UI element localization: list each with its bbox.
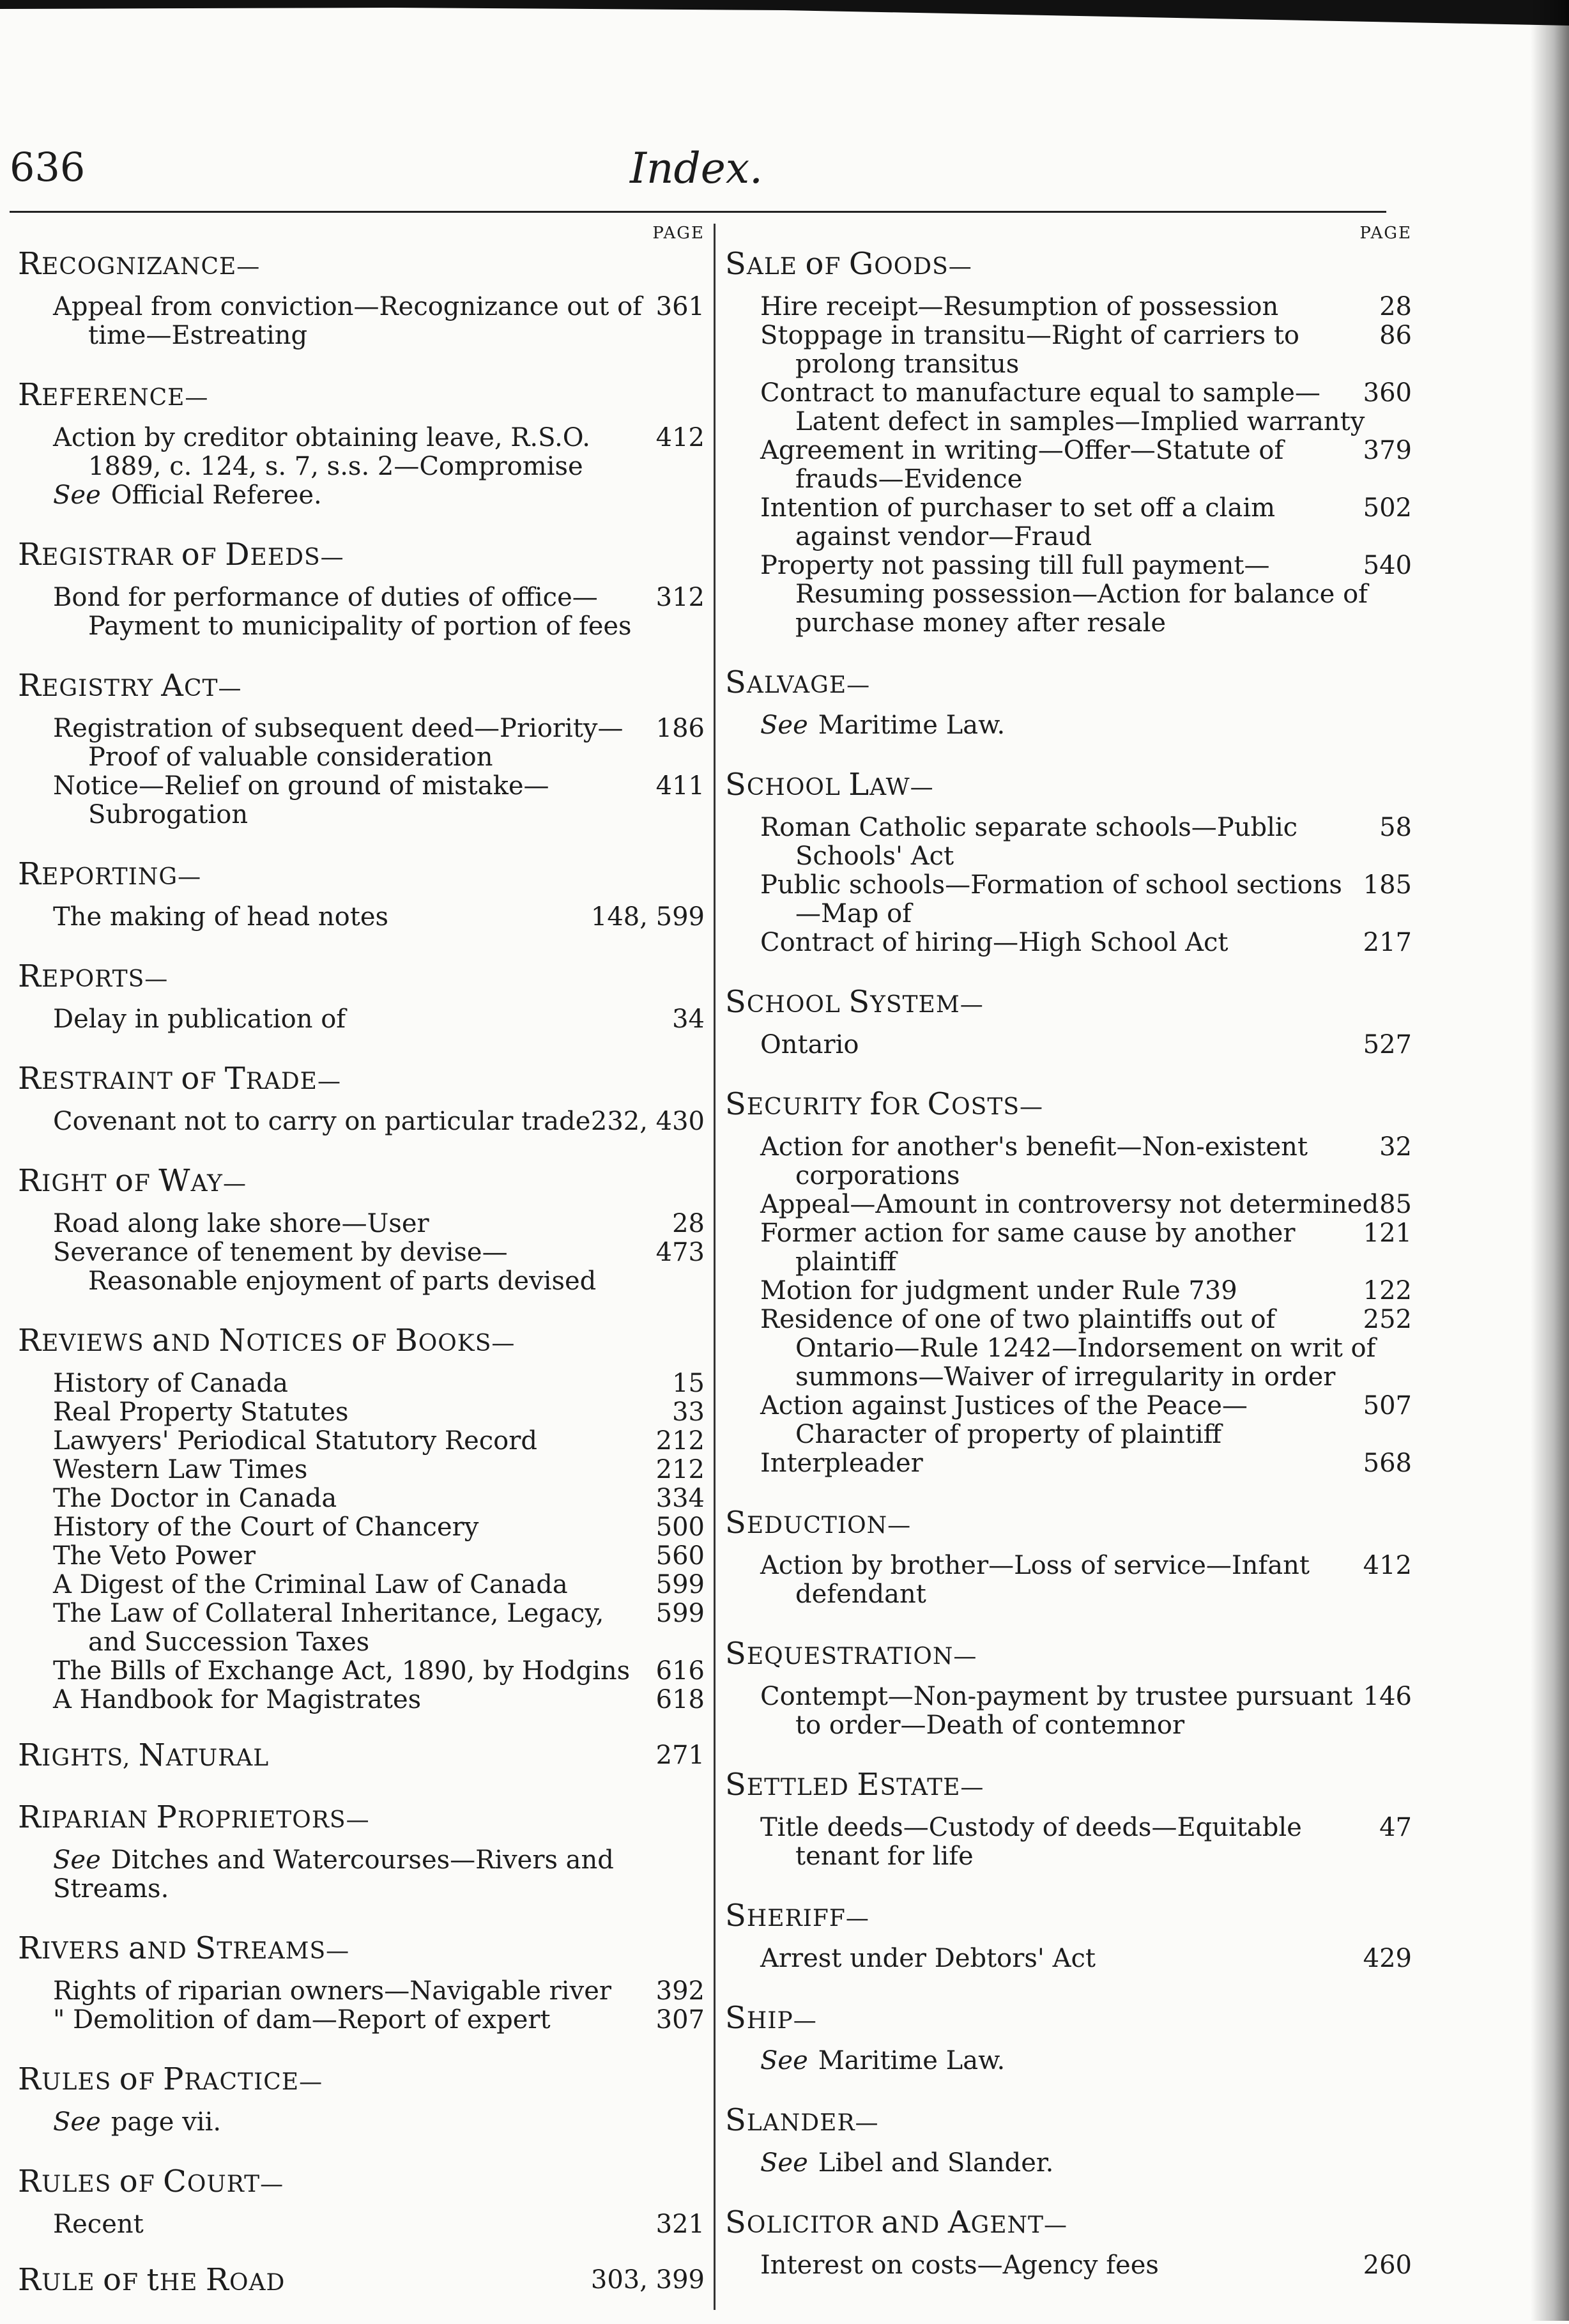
entry-text: Appeal—Amount in controversy not determined [760, 1190, 1379, 1219]
entry-text: Bond for performance of duties of office—Payment to municipality of portion of fees [53, 583, 632, 641]
section-heading: RIGHT oF WAY— [18, 1163, 247, 1199]
entry-text: Action against Justices of the Peace—Character of property of plaintiff [760, 1391, 1248, 1449]
page-ref: 34 [672, 1004, 705, 1034]
index-entry [725, 928, 1412, 957]
page-column-label: PAGE [1359, 224, 1412, 243]
index-entry [725, 1682, 1412, 1740]
index-section [725, 246, 1412, 638]
see-reference [725, 711, 1412, 740]
entry-text: The making of head notes [53, 902, 389, 932]
page-number: 636 [10, 144, 86, 190]
entry-text: Action by brother—Loss of service—Infant defendant [760, 1551, 1310, 1609]
section-heading: RIVERS aND STREAMS— [18, 1930, 350, 1966]
page-ref: 58 [1379, 813, 1412, 842]
index-entry [725, 379, 1412, 436]
index-section [18, 668, 705, 829]
index-entry [18, 1542, 705, 1571]
entry-text: Motion for judgment under Rule 739 [760, 1276, 1237, 1305]
section-heading: SEQUESTRATION— [725, 1636, 977, 1672]
index-entry [18, 1456, 705, 1484]
page-ref: 321 [655, 2210, 705, 2239]
page-ref: 392 [655, 1976, 705, 2006]
section-heading: RIGHTS, NATURAL [18, 1737, 270, 1773]
entry-text: Notice—Relief on ground of mistake—Subrogation [53, 771, 549, 829]
entry-text: Severance of tenement by devise—Reasonable enjoyment of parts devised [53, 1238, 597, 1296]
page-ref: 15 [672, 1369, 705, 1398]
index-entry [18, 1484, 705, 1513]
index-entry [725, 1551, 1412, 1609]
section-heading: SALVAGE— [725, 665, 871, 700]
index-section [725, 2205, 1412, 2280]
index-section [725, 767, 1412, 957]
header-rule [10, 211, 1386, 213]
page-ref: 334 [655, 1484, 705, 1513]
index-entry [18, 293, 705, 350]
entry-text: Real Property Statutes [53, 1397, 349, 1427]
entry-text: Title deeds—Custody of deeds—Equitable tenant for life [760, 1813, 1302, 1871]
index-section [725, 2102, 1412, 2178]
page-ref: 303, 399 [590, 2265, 705, 2295]
see-prefix: See [760, 2046, 808, 2075]
entry-text: A Handbook for Magistrates [53, 1685, 422, 1714]
index-entry [18, 1513, 705, 1542]
see-text: page vii. [111, 2107, 222, 2137]
index-entry [725, 1449, 1412, 1478]
entry-text: Lawyers' Periodical Statutory Record [53, 1426, 537, 1456]
entry-text: The Veto Power [53, 1541, 256, 1571]
see-reference [725, 2047, 1412, 2075]
entry-text: History of the Court of Chancery [53, 1512, 479, 1542]
see-prefix: See [760, 711, 808, 740]
page-ref: 121 [1363, 1219, 1412, 1248]
index-entry [725, 1031, 1412, 1059]
index-section [18, 1323, 705, 1714]
entry-text: Arrest under Debtors' Act [760, 1944, 1096, 1973]
index-entry [18, 1398, 705, 1427]
section-heading: RULES oF PRACTICE— [18, 2061, 323, 2097]
see-text: Libel and Slander. [818, 2148, 1054, 2178]
index-section [18, 2061, 705, 2137]
section-heading: REFERENCE— [18, 377, 209, 413]
entry-text: Contract of hiring—High School Act [760, 928, 1228, 957]
entry-text: History of Canada [53, 1369, 288, 1398]
section-heading: RIPARIAN PROPRIETORS— [18, 1799, 370, 1835]
page-ref: 47 [1379, 1813, 1412, 1842]
index-section [725, 984, 1412, 1059]
entry-text: Roman Catholic separate schools—Public Schools' Act [760, 813, 1298, 871]
see-reference [18, 2108, 705, 2137]
section-heading: REPORTS— [18, 958, 169, 994]
index-column-left [18, 220, 705, 2324]
index-entry [18, 1571, 705, 1599]
entry-text: Registration of subsequent deed—Priority—Proof of valuable consideration [53, 714, 624, 772]
page-ref: 540 [1363, 551, 1412, 580]
see-reference [18, 481, 705, 510]
see-text: Ditches and Watercourses—Rivers and Streams. [53, 1845, 614, 1904]
page-header [10, 137, 1383, 201]
page-column-label: PAGE [652, 224, 705, 243]
page-title: Index. [629, 144, 763, 193]
page-ref: 186 [655, 714, 705, 743]
section-heading: SCHOOL LAW— [725, 767, 934, 803]
index-section [18, 377, 705, 510]
index-entry [18, 772, 705, 829]
page-ref: 599 [655, 1599, 705, 1628]
section-heading: SHERIFF— [725, 1898, 869, 1934]
entry-text: Residence of one of two plaintiffs out of Ontario—Rule 1242—Indorsement on writ of summons—Waiver of irregularity in order [760, 1305, 1376, 1392]
section-heading: SALE oF GOODS— [725, 246, 972, 282]
index-section [18, 856, 705, 932]
section-heading: SEDUCTION— [725, 1505, 912, 1541]
index-heading-entry [18, 1737, 705, 1773]
page-ref: 28 [672, 1209, 705, 1238]
index-column-right [725, 220, 1412, 2307]
see-reference [725, 2149, 1412, 2178]
index-entry [725, 494, 1412, 551]
scan-edge-top [0, 0, 1569, 26]
page-ref: 312 [655, 583, 705, 612]
entry-text: Contract to manufacture equal to sample—Latent defect in samples—Implied warranty [760, 378, 1365, 436]
page-ref: 618 [655, 1685, 705, 1714]
entry-text: Hire receipt—Resumption of possession [760, 292, 1279, 321]
section-heading: SETTLED ESTATE— [725, 1767, 984, 1803]
page-ref: 360 [1363, 378, 1412, 408]
see-prefix: See [53, 481, 101, 510]
page-ref: 527 [1363, 1030, 1412, 1059]
page-ref: 412 [655, 423, 705, 452]
index-entry [725, 1190, 1412, 1219]
page-ref: 307 [655, 2005, 705, 2035]
entry-text: Interest on costs—Agency fees [760, 2251, 1159, 2280]
index-section [725, 665, 1412, 740]
see-prefix: See [760, 2148, 808, 2178]
index-entry [725, 1392, 1412, 1449]
index-entry [725, 2251, 1412, 2280]
page-ref: 33 [672, 1397, 705, 1427]
page-ref: 212 [655, 1455, 705, 1484]
index-entry [18, 2006, 705, 2035]
see-prefix: See [53, 2107, 101, 2137]
index-section [18, 1737, 705, 1773]
index-entry [18, 2210, 705, 2239]
page-ref: 85 [1379, 1190, 1412, 1219]
page-ref: 473 [655, 1238, 705, 1267]
index-entry [725, 1277, 1412, 1305]
index-section [18, 1799, 705, 1904]
entry-text: Ontario [760, 1030, 859, 1059]
entry-text: Public schools—Formation of school sections—Map of [760, 870, 1342, 928]
page-ref: 271 [655, 1741, 705, 1770]
index-entry [725, 1944, 1412, 1973]
page-ref: 122 [1363, 1276, 1412, 1305]
index-entry [18, 1107, 705, 1136]
section-heading: SECURITY fOR COSTS— [725, 1086, 1044, 1122]
section-heading: RULE oF tHE ROAD [18, 2262, 286, 2298]
index-entry [18, 583, 705, 641]
index-section [18, 537, 705, 641]
index-section [18, 2164, 705, 2239]
page-ref: 148, 599 [590, 902, 705, 932]
page-ref: 568 [1363, 1449, 1412, 1478]
page-ref: 212 [655, 1426, 705, 1456]
index-entry [18, 1369, 705, 1398]
index-heading-entry [18, 2262, 705, 2298]
page-ref: 32 [1379, 1132, 1412, 1162]
entry-text: " Demolition of dam—Report of expert [53, 2005, 551, 2035]
section-heading: SLANDER— [725, 2102, 879, 2138]
entry-text: Recent [53, 2210, 144, 2239]
section-heading: RESTRAINT oF TRADE— [18, 1061, 341, 1097]
page-ref: 502 [1363, 493, 1412, 523]
index-section [725, 1898, 1412, 1973]
index-section [18, 246, 705, 350]
entry-text: The Law of Collateral Inheritance, Legacy, and Succession Taxes [53, 1599, 604, 1657]
index-section [18, 958, 705, 1034]
section-heading: REPORTING— [18, 856, 202, 892]
page-ref: 507 [1363, 1391, 1412, 1420]
page-ref: 411 [655, 771, 705, 801]
page-ref: 379 [1363, 436, 1412, 465]
entry-text: Intention of purchaser to set off a claim against vendor—Fraud [760, 493, 1276, 551]
entry-text: Appeal from conviction—Recognizance out of time—Estreating [53, 292, 642, 350]
index-section [18, 1163, 705, 1296]
index-section [18, 1061, 705, 1136]
page-ref: 260 [1363, 2251, 1412, 2280]
section-heading: RULES oF COURT— [18, 2164, 284, 2199]
entry-text: A Digest of the Criminal Law of Canada [53, 1570, 568, 1599]
section-heading: REVIEWS aND NOTICES oF BOOKS— [18, 1323, 516, 1358]
index-entry [18, 1599, 705, 1657]
section-heading: REGISTRAR oF DEEDS— [18, 537, 344, 573]
index-entry [18, 1686, 705, 1714]
page-ref: 185 [1363, 870, 1412, 900]
entry-text: Delay in publication of [53, 1004, 346, 1034]
page-ref: 217 [1363, 928, 1412, 957]
index-entry [725, 1305, 1412, 1392]
entry-text: Stoppage in transitu—Right of carriers to prolong transitus [760, 321, 1299, 379]
index-entry [725, 871, 1412, 928]
entry-text: Action by creditor obtaining leave, R.S.O. 1889, c. 124, s. 7, s.s. 2—Compromise [53, 423, 590, 481]
index-section [725, 1505, 1412, 1609]
entry-text: Agreement in writing—Offer—Statute of frauds—Evidence [760, 436, 1284, 494]
see-reference [18, 1846, 705, 1904]
index-entry [725, 436, 1412, 494]
page-ref: 412 [1363, 1551, 1412, 1580]
index-entry [18, 1005, 705, 1034]
page-ref: 252 [1363, 1305, 1412, 1334]
page-ref: 560 [655, 1541, 705, 1571]
section-heading: SOLICITOR aND AGENT— [725, 2205, 1068, 2240]
index-entry [725, 551, 1412, 638]
entry-text: Road along lake shore—User [53, 1209, 429, 1238]
index-entry [18, 1657, 705, 1686]
see-prefix: See [53, 1845, 101, 1875]
see-text: Official Referee. [111, 481, 322, 510]
entry-text: Contempt—Non-payment by trustee pursuant to order—Death of contemnor [760, 1682, 1353, 1740]
entry-text: The Doctor in Canada [53, 1484, 337, 1513]
page-ref: 361 [655, 292, 705, 321]
index-section [725, 1767, 1412, 1871]
index-entry [725, 1813, 1412, 1871]
entry-text: Rights of riparian owners—Navigable river [53, 1976, 611, 2006]
entry-text: Covenant not to carry on particular trade [53, 1107, 591, 1136]
index-entry [725, 293, 1412, 321]
entry-text: Interpleader [760, 1449, 923, 1478]
index-entry [725, 1133, 1412, 1190]
entry-text: Action for another's benefit—Non-existent corporations [760, 1132, 1308, 1190]
index-section [18, 2262, 705, 2298]
index-entry [18, 1427, 705, 1456]
index-entry [18, 424, 705, 481]
index-section [725, 1086, 1412, 1478]
see-text: Maritime Law. [818, 2046, 1006, 2075]
index-entry [18, 714, 705, 772]
page-ref: 599 [655, 1570, 705, 1599]
section-heading: SHIP— [725, 2000, 817, 2036]
section-heading: REGISTRY ACT— [18, 668, 242, 704]
index-entry [725, 1219, 1412, 1277]
page-ref: 28 [1379, 292, 1412, 321]
index-entry [725, 813, 1412, 871]
page-ref: 232, 430 [590, 1107, 705, 1136]
index-entry [725, 321, 1412, 379]
entry-text: Property not passing till full payment—Resuming possession—Action for balance of purchase money after resale [760, 551, 1368, 638]
page-ref: 500 [655, 1512, 705, 1542]
page-ref: 429 [1363, 1944, 1412, 1973]
index-entry [18, 1238, 705, 1296]
index-section [18, 1930, 705, 2035]
page-ref: 616 [655, 1656, 705, 1686]
see-text: Maritime Law. [818, 711, 1006, 740]
index-section [725, 1636, 1412, 1740]
entry-text: Western Law Times [53, 1455, 308, 1484]
entry-text: The Bills of Exchange Act, 1890, by Hodgins [53, 1656, 631, 1686]
index-section [725, 2000, 1412, 2075]
scan-edge-right [1531, 0, 1569, 2321]
page-ref: 146 [1363, 1682, 1412, 1711]
index-entry [18, 903, 705, 932]
section-heading: SCHOOL SYSTEM— [725, 984, 984, 1020]
section-heading: RECOGNIZANCE— [18, 246, 261, 282]
index-entry [18, 1210, 705, 1238]
page-ref: 86 [1379, 321, 1412, 350]
column-divider [714, 224, 716, 2310]
entry-text: Former action for same cause by another plaintiff [760, 1219, 1296, 1277]
index-entry [18, 1977, 705, 2006]
